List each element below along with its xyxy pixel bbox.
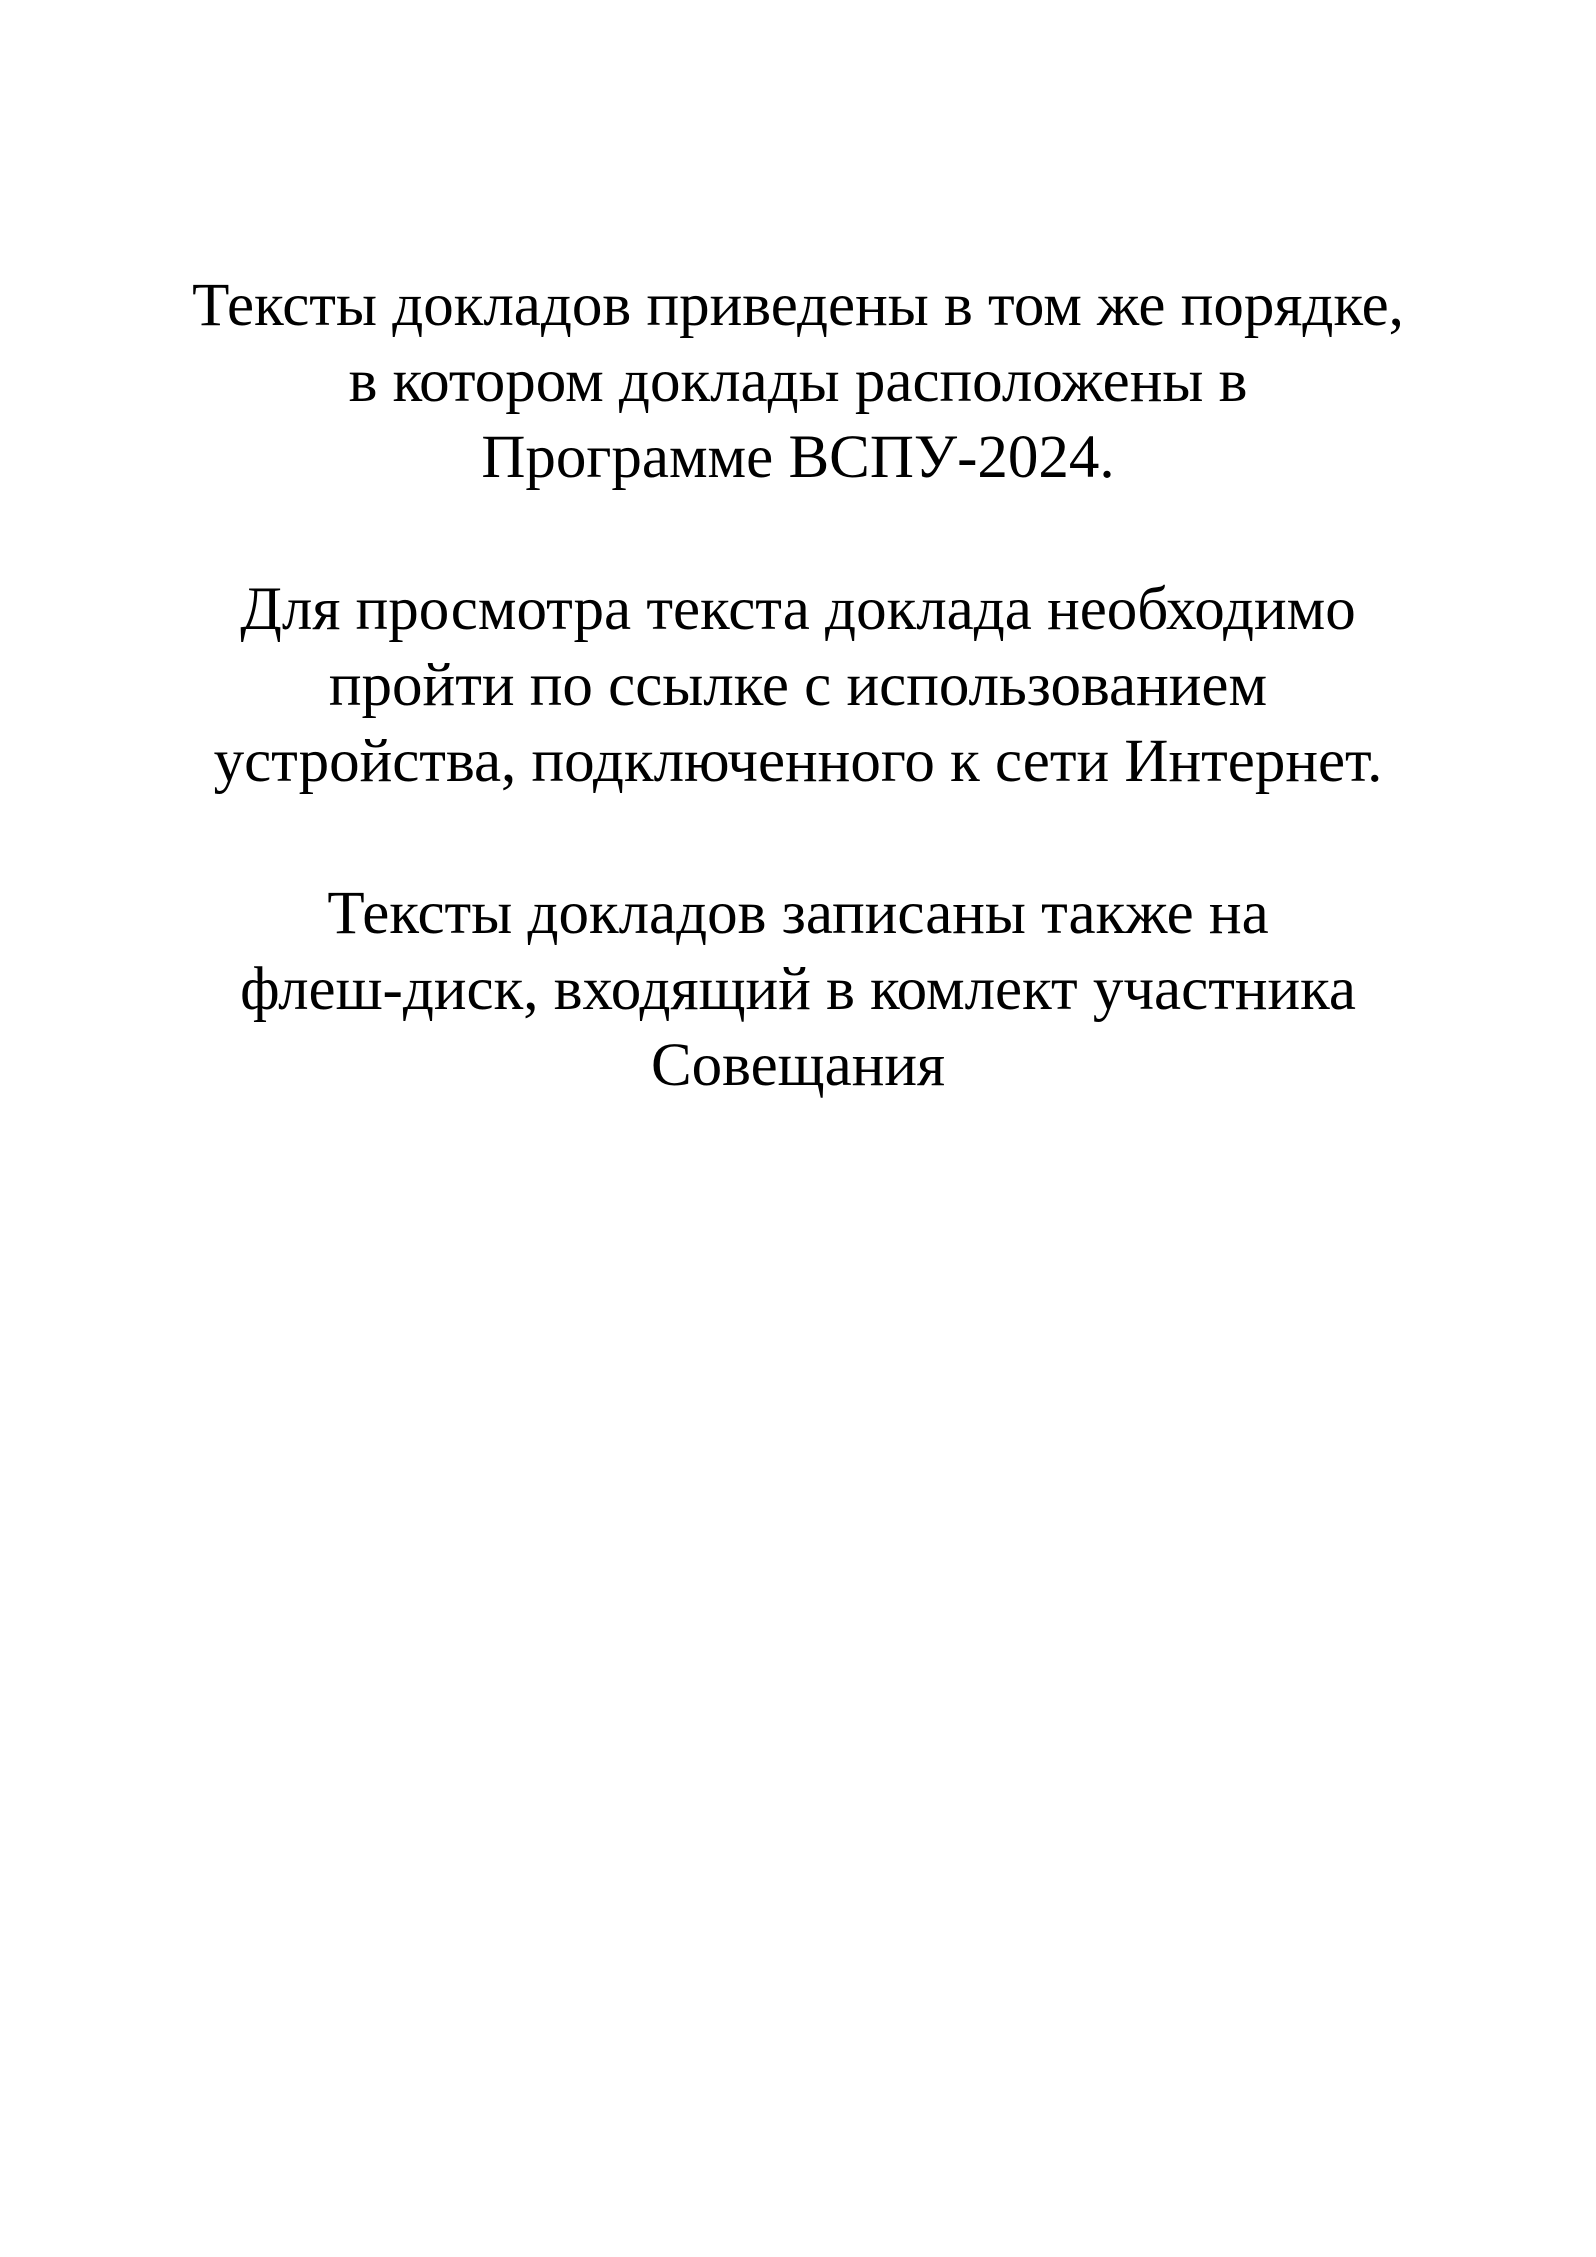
text-line: Совещания	[650, 1032, 946, 1099]
paragraph-flash-drive	[0, 876, 1596, 1104]
paragraph-viewing-instructions	[0, 572, 1596, 800]
text-line: Программе ВСПУ-2024.	[481, 424, 1115, 491]
paragraph-report-order	[0, 268, 1596, 496]
notice-text	[0, 268, 1596, 1180]
text-line: в котором доклады расположены в	[348, 348, 1248, 415]
text-line: Тексты докладов записаны также на	[327, 880, 1269, 947]
text-line: Тексты докладов приведены в том же порядке,	[192, 272, 1404, 339]
text-line: флеш-диск, входящий в комлект участника	[240, 956, 1356, 1023]
text-line: пройти по ссылке с использованием	[328, 652, 1268, 719]
text-line: устройства, подключенного к сети Интернет.	[213, 728, 1383, 795]
text-line: Для просмотра текста доклада необходимо	[240, 576, 1356, 643]
